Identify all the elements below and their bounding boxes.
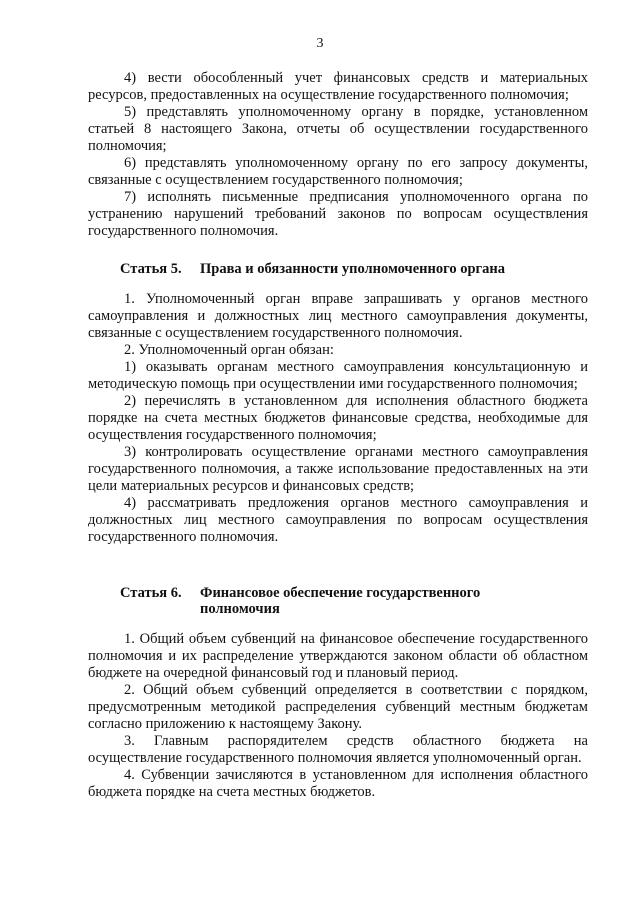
paragraph: 2. Общий объем субвенций определяется в соответствии с порядком, предусмотренным методикой распределения субвенций местным бюджетам согласно приложению к настоящему Закону. [88,682,588,732]
list-item: 4) вести обособленный учет финансовых средств и материальных ресурсов, предоставленных на осуществление государственного полномочия; [88,70,588,103]
article-5-label: Статья 5. [120,261,182,277]
paragraph: 1. Общий объем субвенций на финансовое обеспечение государственного полномочия и их распределение утверждаются законом области об областном бюджете на очередной финансовый год и плановый период. [88,631,588,681]
article-6-heading [120,585,590,617]
article-5-body [88,291,588,546]
list-item: 2) перечислять в установленном для исполнения областного бюджета порядке на счета местных бюджетов финансовые средства, необходимые для осуществления государственного полномочия; [88,393,588,443]
obligations-list [88,70,588,240]
list-item: 7) исполнять письменные предписания уполномоченного органа по устранению нарушений требований законов по вопросам осуществления государственного полномочия. [88,189,588,239]
paragraph: 4. Субвенции зачисляются в установленном для исполнения областного бюджета порядке на счета местных бюджетов. [88,767,588,800]
article-6-body [88,631,588,801]
list-item: 6) представлять уполномоченному органу по его запросу документы, связанные с осуществлением государственного полномочия; [88,155,588,188]
article-6-title-line2: полномочия [200,601,280,617]
list-item: 4) рассматривать предложения органов местного самоуправления и должностных лиц местного самоуправления по вопросам осуществления государственного полномочия. [88,495,588,545]
paragraph: 1. Уполномоченный орган вправе запрашивать у органов местного самоуправления и должностных лиц местного самоуправления документы, связанные с осуществлением государственного полномочия. [88,291,588,341]
page-number: 3 [316,36,324,51]
paragraph: 2. Уполномоченный орган обязан: [124,342,334,358]
list-item: 1) оказывать органам местного самоуправления консультационную и методическую помощь при осуществлении ими государственного полномочия; [88,359,588,392]
article-5-heading [120,261,590,277]
article-6-title-line1: Финансовое обеспечение государственного [200,585,481,601]
list-item: 3) контролировать осуществление органами местного самоуправления государственного полномочия, а также использование предоставленных на эти цели материальных ресурсов и финансовых средств; [88,444,588,494]
list-item: 5) представлять уполномоченному органу в порядке, установленном статьей 8 настоящего Закона, отчеты об осуществлении государственного полномочия; [88,104,588,154]
article-5-title: Права и обязанности уполномоченного органа [200,261,505,277]
article-6-label: Статья 6. [120,585,182,601]
paragraph: 3. Главным распорядителем средств областного бюджета на осуществление государственного полномочия является уполномоченный орган. [88,733,588,766]
